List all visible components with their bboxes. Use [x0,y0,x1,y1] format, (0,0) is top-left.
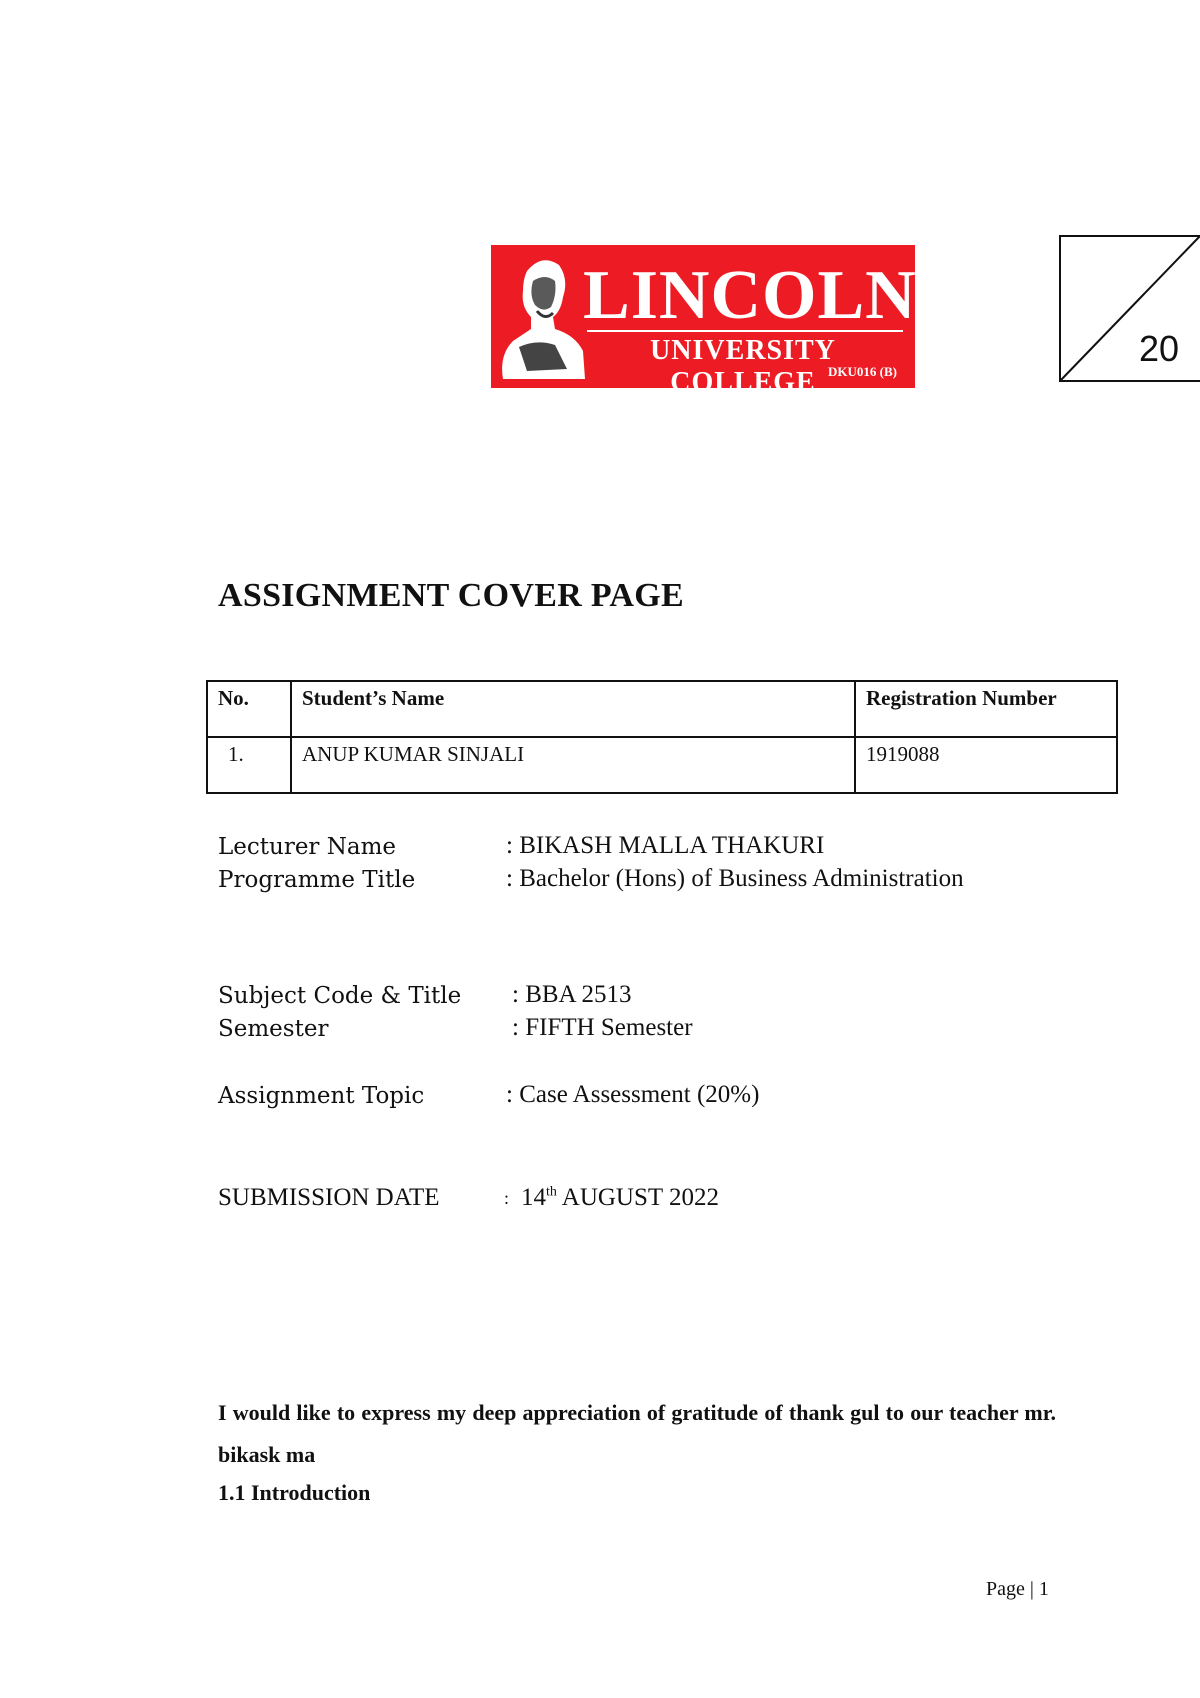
semester-label: Semester [218,1016,329,1042]
topic-value: : Case Assessment (20%) [506,1081,760,1108]
logo-code-text: DKU016 (B) [828,364,897,379]
submission-label: SUBMISSION DATE [218,1184,440,1211]
lecturer-label: Lecturer Name [218,834,396,860]
submission-day: 14 [521,1184,546,1211]
submission-colon: : [504,1188,510,1208]
logo-divider [587,330,903,332]
submission-rest: AUGUST 2022 [561,1184,719,1211]
table-header-row [207,681,1117,737]
section-heading: 1.1 Introduction [218,1480,371,1505]
submission-sup: th [546,1184,557,1200]
header-no: No. [207,681,291,737]
student-table [206,680,1118,794]
programme-label: Programme Title [218,867,416,893]
lecturer-value: : BIKASH MALLA THAKURI [506,832,825,859]
cell-no: 1. [207,737,291,793]
subject-value: : BBA 2513 [512,981,632,1008]
page-number: Page | 1 [986,1578,1049,1600]
header-registration-number: Registration Number [855,681,1117,737]
semester-value: : FIFTH Semester [512,1014,693,1041]
subject-label: Subject Code & Title [218,983,462,1009]
header-student-name: Student’s Name [291,681,855,737]
cell-registration-number: 1919088 [855,737,1117,793]
mark-box [1059,235,1200,382]
page-title: ASSIGNMENT COVER PAGE [218,577,684,614]
programme-value: : Bachelor (Hons) of Business Administration [506,865,964,892]
topic-label: Assignment Topic [218,1083,425,1109]
submission-value [521,1184,719,1212]
table-row [207,737,1117,793]
mark-box-value: 20 [1139,328,1180,369]
college-logo [491,245,917,398]
cell-student-name: ANUP KUMAR SINJALI [291,737,855,793]
logo-main-text: LINCOLN [583,257,917,334]
acknowledgement-paragraph: I would like to express my deep appreciation of gratitude of thank gul to our teacher mr. bikask ma [218,1400,1056,1467]
logo-sub-text: UNIVERSITY COLLEGE [650,335,836,398]
lincoln-bust-icon [497,251,587,381]
